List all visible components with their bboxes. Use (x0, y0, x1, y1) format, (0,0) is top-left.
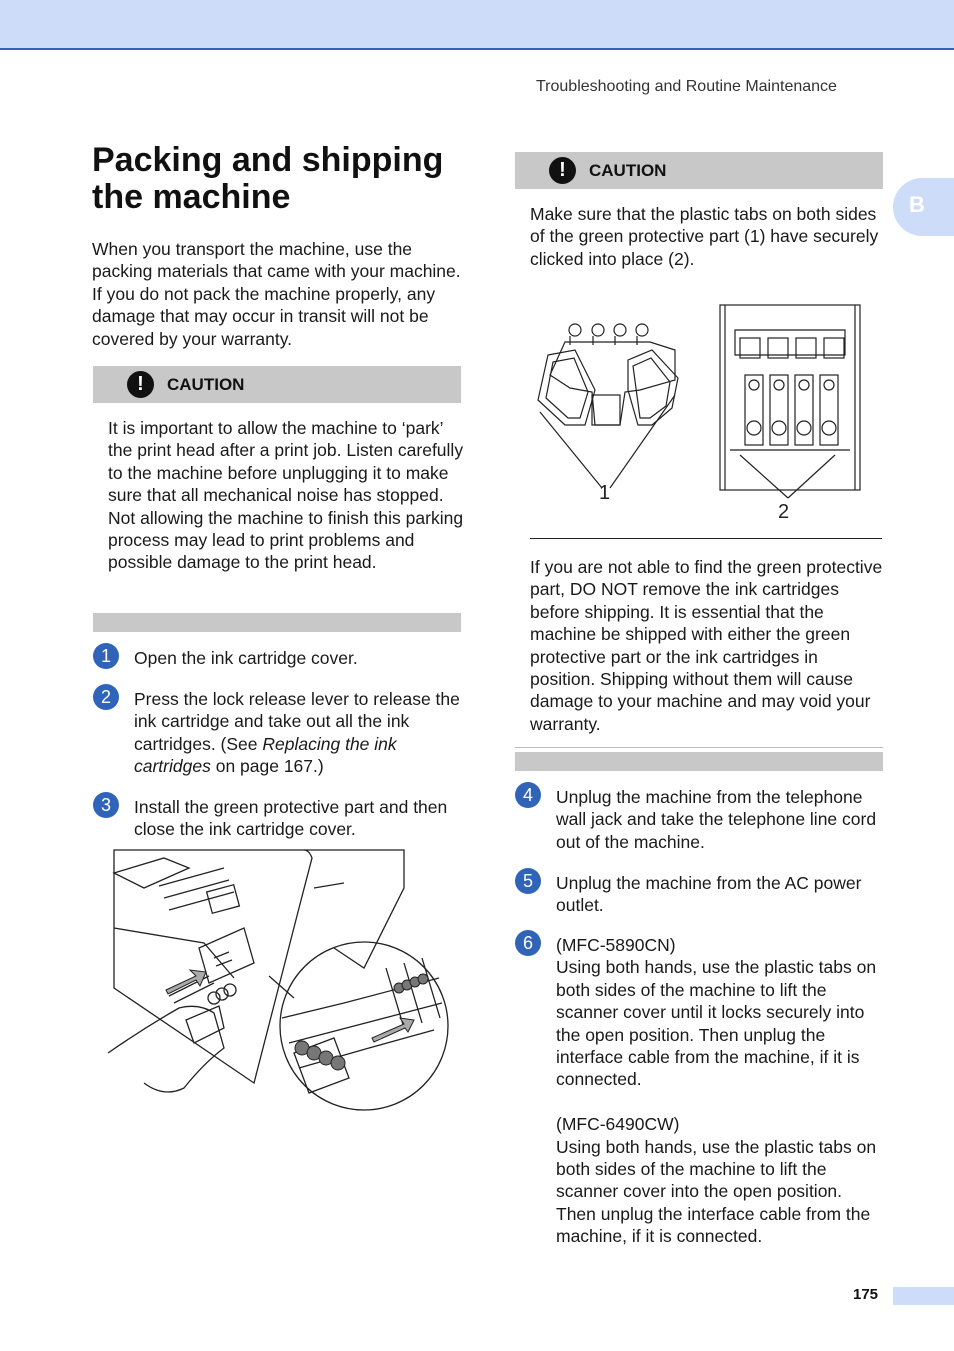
caution-label-1: CAUTION (167, 375, 245, 394)
step-text-5: Unplug the machine from the AC power outlet. (556, 873, 862, 916)
chapter-tab (893, 178, 954, 236)
step-number-2: 2 (93, 684, 119, 710)
step-text-3: Install the green protective part and then close the ink cartridge cover. (134, 797, 448, 840)
caution-end-line-2 (530, 538, 882, 539)
step-2-text-b: on page 167.) (210, 756, 324, 777)
install-protective-part-illustration (104, 848, 450, 1116)
cross-reference-link[interactable]: Replacing the ink cartridges (134, 733, 397, 777)
section-separator-line (515, 747, 883, 748)
top-header-band (0, 0, 954, 50)
caution-text-2: Make sure that the plastic tabs on both sides of the green protective part (1) have securely clicked into place (2). (530, 204, 879, 269)
chapter-tab-letter: B (909, 192, 925, 217)
figure-label-2: 2 (778, 501, 790, 523)
step-2-text-a: Press the lock release lever to release the ink cartridge and take out all the ink cartridges. (See (134, 689, 460, 754)
step-number-6: 6 (515, 930, 541, 956)
step-text-4: Unplug the machine from the telephone wall jack and take the telephone line cord out of the machine. (556, 787, 877, 852)
step-text-2 (134, 688, 464, 778)
step-text-1: Open the ink cartridge cover. (134, 648, 358, 668)
step-number-1: 1 (93, 643, 119, 669)
warning-icon (127, 371, 154, 398)
page-number-tab (893, 1287, 954, 1305)
caution-banner-1 (93, 366, 461, 403)
page-number: 175 (853, 1286, 879, 1303)
warning-icon (549, 157, 576, 184)
page-title: Packing and shipping the machine (92, 141, 444, 216)
step-number-5: 5 (515, 868, 541, 894)
caution-banner-2 (515, 152, 883, 189)
intro-paragraph: When you transport the machine, use the packing materials that came with your machine. If you do not pack the machine properly, any damage that may occur in transit will not be covered by your warranty. (92, 239, 461, 349)
figure-label-1: 1 (599, 482, 611, 504)
running-header: Troubleshooting and Routine Maintenance (536, 78, 837, 95)
note-paragraph: If you are not able to find the green protective part, DO NOT remove the ink cartridges before shipping. It is essential that the machine be shipped with either the green protective part or the ink cartridges in position. Shipping without them will cause damage to your machine and may void your warranty. (530, 557, 883, 734)
caution-end-rule-1 (93, 613, 461, 632)
step-number-4: 4 (515, 782, 541, 808)
caution-text-1: It is important to allow the machine to ‘park’ the print head after a print job. Listen carefully to the machine before unplugging it to make sure that all mechanical noise has stopped. Not allowing the machine to finish this parking process may lead to print problems and possible damage to the print head. (108, 418, 464, 573)
section-end-rule-2 (515, 752, 883, 771)
caution-label-2: CAUTION (589, 161, 667, 180)
step-text-6: (MFC-5890CN) Using both hands, use the plastic tabs on both sides of the machine to lift the scanner cover until it locks securely into the open position. Then unplug the interface cable from the machine, if it is connected. (MFC-6490CW) Using both hands, use the plastic tabs on both sides of the machine to lift the scanner cover into the open position. Then unplug the interface cable from the machine, if it is connected. (556, 935, 877, 1247)
protective-part-diagram (530, 300, 870, 525)
step-number-3: 3 (93, 792, 119, 818)
